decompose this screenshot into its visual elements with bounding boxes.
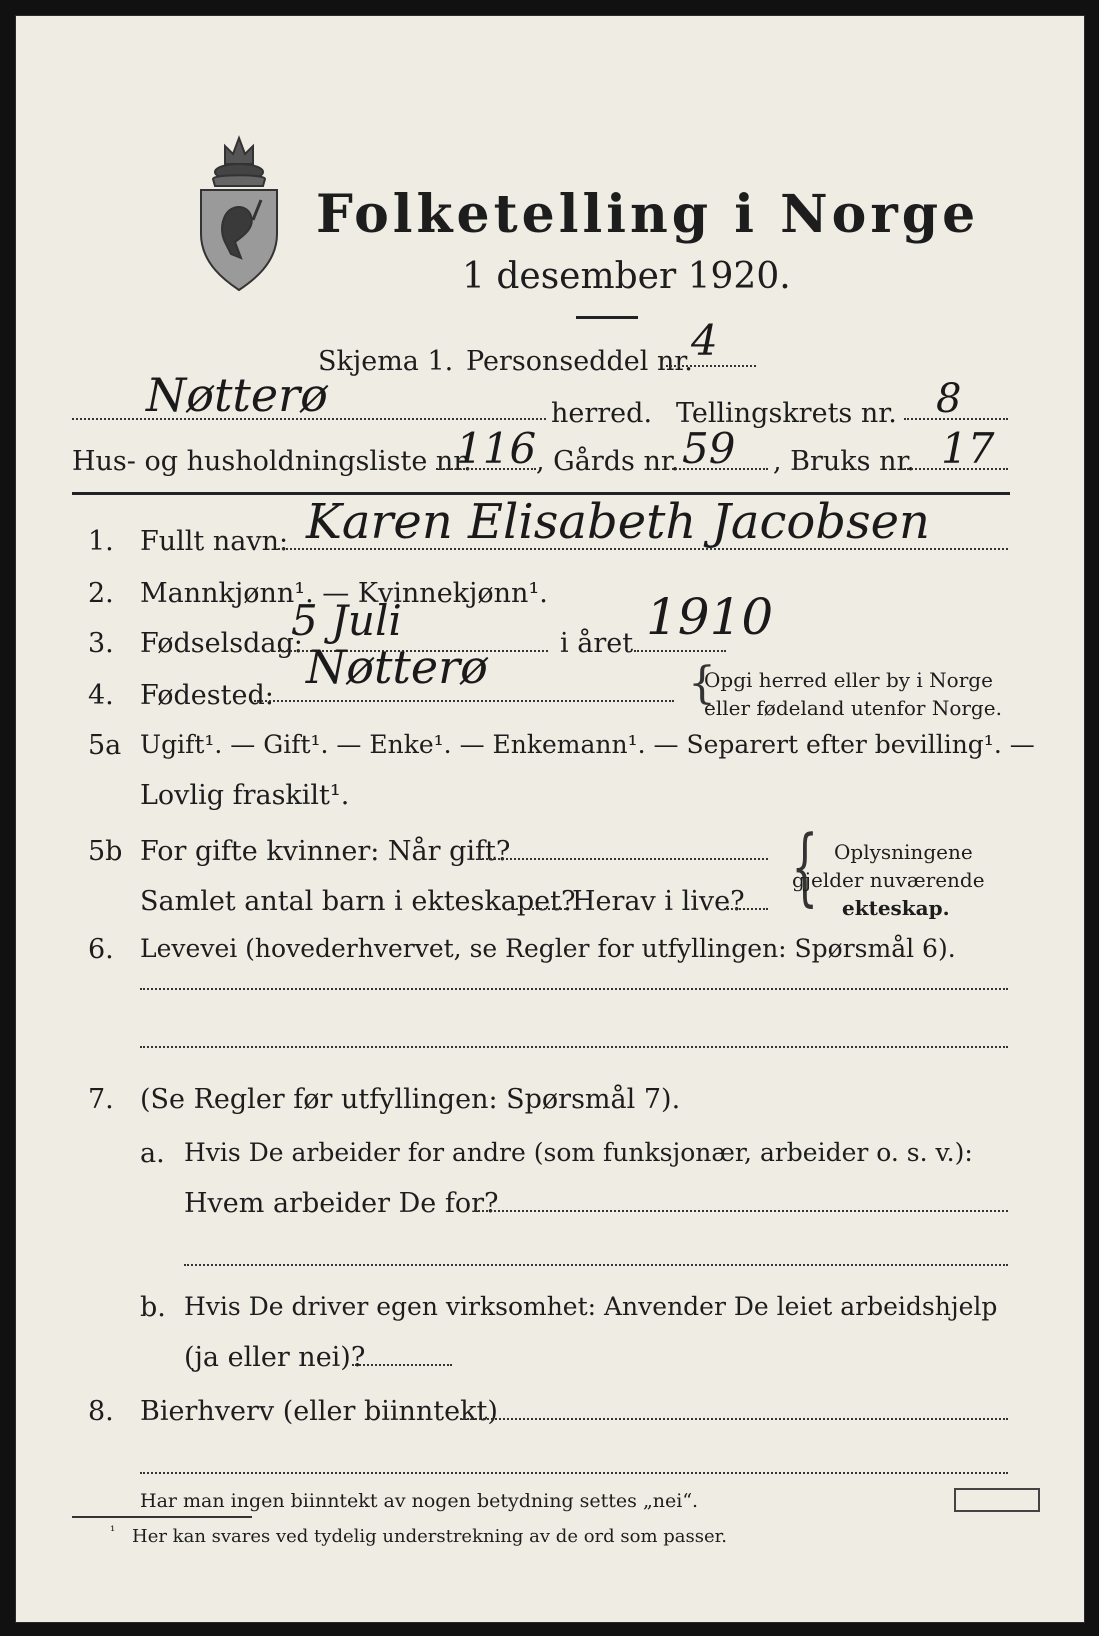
personseddel-line: [666, 365, 756, 367]
hus-label: Hus- og husholdningsliste nr.: [72, 446, 472, 477]
q7b-line2: (ja eller nei)?: [184, 1342, 366, 1373]
skjema-label: Skjema 1.: [318, 346, 454, 377]
q7a-number: a.: [140, 1138, 165, 1169]
footnote-rule: [72, 1516, 252, 1518]
q3-year-line: [634, 650, 726, 652]
q3-year-value: 1910: [646, 588, 774, 646]
q5b-live-line: [724, 908, 768, 910]
q4-note-line2: eller fødeland utenfor Norge.: [704, 696, 1002, 720]
q5a-line2: Lovlig fraskilt¹.: [140, 780, 350, 811]
q3-day-value: 5 Juli: [291, 596, 402, 645]
q4-label: Fødested:: [140, 680, 274, 711]
form-title: Folketelling i Norge: [316, 184, 980, 245]
q4-number: 4.: [88, 680, 114, 711]
footnote-marker: ¹: [110, 1524, 116, 1539]
footnote-text: Her kan svares ved tydelig understrekning av de ord som passer.: [132, 1526, 727, 1547]
q6-line2: [140, 1046, 1008, 1048]
q7-number: 7.: [88, 1084, 114, 1115]
printer-stamp: [954, 1488, 1040, 1512]
q4-line: [254, 700, 674, 702]
q4-value: Nøtterø: [306, 640, 488, 694]
footer-note: Har man ingen biinntekt av nogen betydning settes „nei“.: [140, 1490, 699, 1512]
bruks-value: 17: [941, 424, 995, 473]
personseddel-value: 4: [691, 316, 718, 365]
tellingskrets-label: Tellingskrets nr.: [676, 398, 897, 429]
hus-value: 116: [456, 424, 537, 473]
form-subtitle: 1 desember 1920.: [462, 256, 791, 297]
q3-year-label: i året: [560, 628, 634, 659]
q7-label: (Se Regler før utfyllingen: Spørsmål 7).: [140, 1084, 681, 1115]
q7a-line: [474, 1210, 1008, 1212]
q2-label: Mannkjønn¹. — Kvinnekjønn¹.: [140, 578, 548, 609]
q6-label: Levevei (hovederhvervet, se Regler for utfyllingen: Spørsmål 6).: [140, 934, 956, 963]
q1-number: 1.: [88, 526, 114, 557]
herred-value: Nøtterø: [146, 368, 328, 422]
q6-number: 6.: [88, 934, 114, 965]
q5b-brace: {: [791, 817, 819, 915]
q5b-gift-line: [478, 858, 768, 860]
q7a-line-extra: [184, 1264, 1008, 1266]
herred-label: herred.: [551, 398, 653, 429]
q5b-number: 5b: [88, 836, 123, 867]
coat-of-arms-icon: [191, 124, 287, 294]
q7a-line1: Hvis De arbeider for andre (som funksjonær, arbeider o. s. v.):: [184, 1138, 973, 1167]
q4-brace: {: [688, 658, 716, 709]
q7a-line2: Hvem arbeider De for?: [184, 1188, 499, 1219]
title-divider: [576, 316, 638, 319]
gards-label: , Gårds nr.: [536, 446, 680, 477]
q5b-note-line3: ekteskap.: [842, 896, 950, 920]
q5b-note-line1: Oplysningene: [834, 840, 973, 864]
census-form: [16, 16, 1084, 1622]
q7b-number: b.: [140, 1292, 166, 1323]
q3-label: Fødselsdag:: [140, 628, 303, 659]
q2-number: 2.: [88, 578, 114, 609]
q4-note-line1: Opgi herred eller by i Norge: [704, 668, 993, 692]
q8-line-extra: [140, 1472, 1008, 1474]
q7b-line: [352, 1364, 452, 1366]
q5b-line2a: Samlet antal barn i ekteskapet?: [140, 886, 576, 917]
q5b-line2b: Herav i live?: [572, 886, 745, 917]
q1-label: Fullt navn:: [140, 526, 289, 557]
q5b-note-line2: gjelder nuværende: [792, 868, 985, 892]
q5a-number: 5a: [88, 730, 122, 761]
q7b-line1: Hvis De driver egen virksomhet: Anvender De leiet arbeidshjelp: [184, 1292, 998, 1321]
q1-value: Karen Elisabeth Jacobsen: [306, 494, 930, 550]
q5b-barn-line: [508, 908, 566, 910]
q5b-line1: For gifte kvinner: Når gift?: [140, 836, 511, 867]
gards-value: 59: [682, 424, 736, 473]
personseddel-label: Personseddel nr.: [466, 346, 693, 377]
q6-line1: [140, 988, 1008, 990]
tellingskrets-value: 8: [936, 376, 962, 422]
q3-number: 3.: [88, 628, 114, 659]
q5a-line1: Ugift¹. — Gift¹. — Enke¹. — Enkemann¹. — Separert efter bevilling¹. —: [140, 730, 1035, 759]
q8-label: Bierhverv (eller biinntekt): [140, 1396, 498, 1427]
bruks-label: , Bruks nr.: [773, 446, 916, 477]
q8-number: 8.: [88, 1396, 114, 1427]
q8-line: [460, 1418, 1008, 1420]
